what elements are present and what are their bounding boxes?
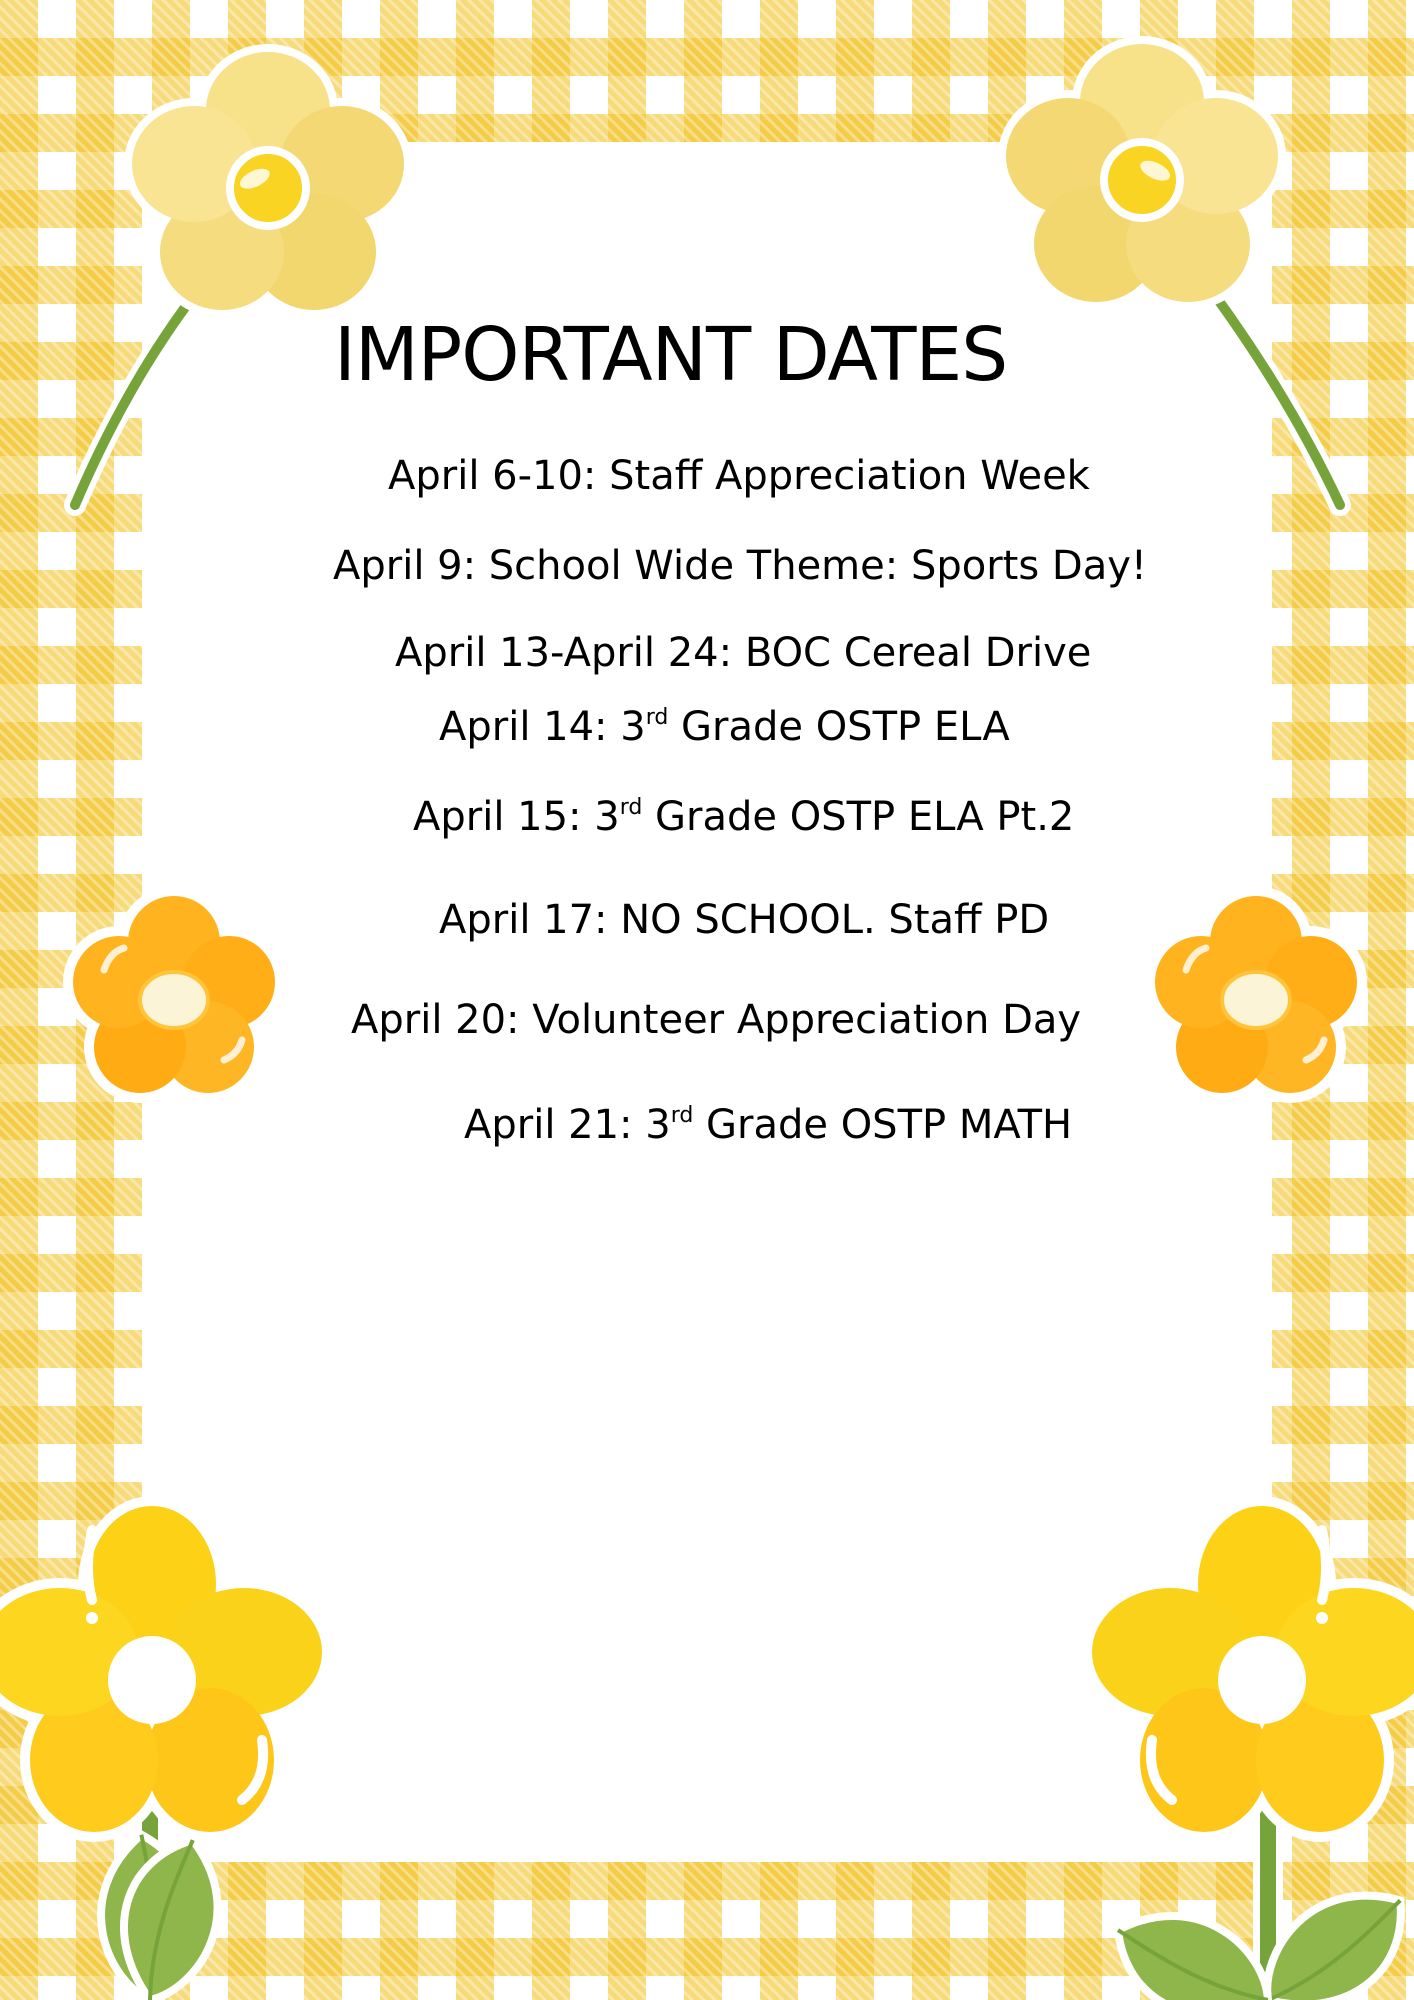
- date-text: April 15: 3: [413, 794, 620, 840]
- pale-daisy-icon: [75, 52, 404, 505]
- date-text: April 6-10: Staff Appreciation Week: [388, 453, 1090, 499]
- orange-flower-icon: [1145, 886, 1367, 1103]
- date-text: Grade OSTP MATH: [693, 1102, 1073, 1148]
- date-item: [413, 794, 1075, 840]
- date-item: [439, 704, 1010, 750]
- date-item: [439, 897, 1050, 943]
- date-item: [333, 543, 1147, 589]
- ordinal-suffix: rd: [670, 1103, 694, 1128]
- date-text: Grade OSTP ELA: [668, 704, 1010, 750]
- date-item: [351, 997, 1082, 1043]
- date-text: April 20: Volunteer Appreciation Day: [351, 997, 1082, 1043]
- page-title: IMPORTANT DATES: [334, 312, 1008, 398]
- date-item: [395, 630, 1092, 676]
- ordinal-suffix: rd: [619, 795, 643, 820]
- date-text: April 13-April 24: BOC Cereal Drive: [395, 630, 1092, 676]
- date-text: April 21: 3: [464, 1102, 671, 1148]
- date-text: April 14: 3: [439, 704, 646, 750]
- date-text: April 17: NO SCHOOL. Staff PD: [439, 897, 1050, 943]
- orange-flower-icon: [63, 886, 285, 1103]
- date-text: Grade OSTP ELA Pt.2: [642, 794, 1075, 840]
- yellow-flower-icon: [1082, 1496, 1414, 2000]
- pale-daisy-icon: [1006, 44, 1340, 505]
- ordinal-suffix: rd: [645, 705, 669, 730]
- date-text: April 9: School Wide Theme: Sports Day!: [333, 543, 1147, 589]
- yellow-flower-icon: [0, 1496, 332, 2000]
- date-item: [388, 453, 1090, 499]
- date-item: [464, 1102, 1073, 1148]
